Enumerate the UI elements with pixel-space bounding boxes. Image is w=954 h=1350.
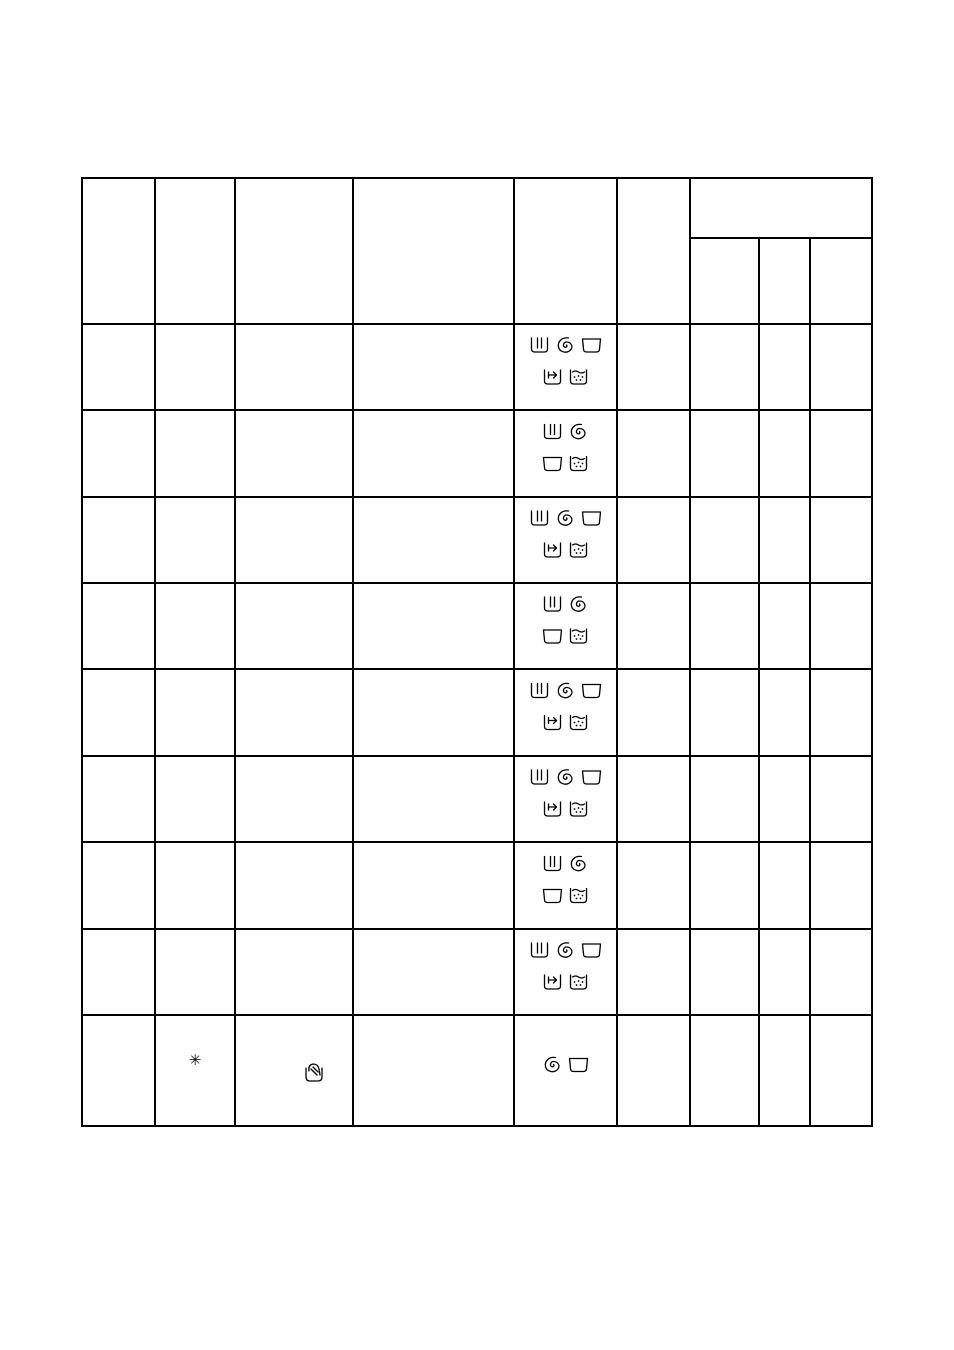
table-row [544, 424, 587, 470]
wash-tub-icon [545, 597, 561, 611]
prewash-icon [545, 543, 561, 557]
tub-icon [583, 685, 601, 698]
table-row [189, 1051, 588, 1081]
soak-icon [571, 629, 587, 643]
wash-tub-icon [545, 857, 561, 871]
wash-tub-icon [545, 425, 561, 439]
table-row [532, 511, 601, 557]
spin-icon [571, 597, 585, 611]
tub-icon [570, 1059, 588, 1072]
prewash-icon [545, 370, 561, 384]
tub-icon [583, 944, 601, 957]
soak-icon [571, 975, 587, 989]
table-row [532, 770, 601, 816]
wash-tub-icon [532, 684, 548, 698]
hand-wash-icon [306, 1064, 322, 1081]
tub-icon [544, 458, 562, 471]
asterisk-symbol: ✳ [188, 1051, 202, 1069]
table-row [532, 943, 601, 989]
soak-icon [571, 802, 587, 816]
tub-icon [583, 512, 601, 525]
spin-icon [558, 943, 572, 957]
tub-icon [583, 339, 601, 352]
table-cells [189, 338, 601, 1081]
wash-tub-icon [532, 770, 548, 784]
spin-icon [545, 1057, 559, 1071]
spin-icon [571, 424, 585, 438]
table-row [532, 683, 601, 729]
table-row [544, 856, 587, 902]
wash-tub-icon [532, 338, 548, 352]
prewash-icon [545, 802, 561, 816]
soak-icon [571, 457, 587, 471]
spin-icon [558, 683, 572, 697]
prewash-icon [545, 975, 561, 989]
tub-icon [544, 890, 562, 903]
table-grid-lines [82, 178, 872, 1126]
soak-icon [571, 889, 587, 903]
tub-icon [583, 771, 601, 784]
soak-icon [571, 370, 587, 384]
spin-icon [571, 856, 585, 870]
wash-tub-icon [532, 511, 548, 525]
prewash-icon [545, 716, 561, 730]
spin-icon [558, 338, 572, 352]
soak-icon [571, 543, 587, 557]
soak-icon [571, 716, 587, 730]
table-row [544, 597, 587, 643]
wash-tub-icon [532, 943, 548, 957]
spin-icon [558, 511, 572, 525]
tub-icon [544, 630, 562, 643]
spin-icon [558, 770, 572, 784]
table-border [82, 178, 872, 1126]
table-row [532, 338, 601, 384]
